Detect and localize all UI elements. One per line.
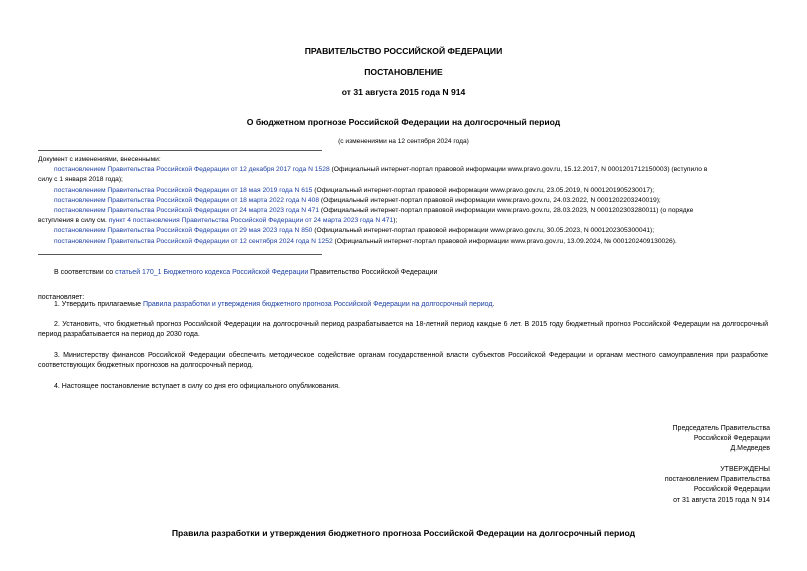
change-item (38, 165, 768, 175)
paragraph-2: 2. Установить, что бюджетный прогноз Российской Федерации на долгосрочный период разрабатывается на 18-летний период каждые 6 лет. В 2015 году бюджетный прогноз Российской Федерации на долгосрочный период разрабатывается на период до 2030 года. (38, 321, 768, 338)
change-text: (Официальный интернет-портал правовой информации www.pravo.gov.ru, 15.12.2017, N 0001201712150003) (вступило в (329, 166, 708, 174)
change-link-408[interactable]: постановлением Правительства Российской Федерации от 18 марта 2022 года N 408 (54, 196, 320, 204)
signature-block (673, 424, 770, 455)
date-number-heading: от 31 августа 2015 года N 914 (341, 87, 466, 97)
change-item (38, 186, 768, 196)
paragraph-4: 4. Настоящее постановление вступает в силу со дня его официального опубликования. (54, 383, 340, 390)
change-item (38, 226, 768, 236)
basis-text: Правительство Российской Федерации (308, 269, 438, 276)
change-item-continuation (38, 216, 768, 226)
change-link-850[interactable]: постановлением Правительства Российской Федерации от 29 мая 2023 года N 850 (54, 227, 313, 235)
rules-link[interactable]: Правила разработки и утверждения бюджетного прогноза Российской Федерации на долгосрочный период (142, 301, 493, 308)
rules-title: Правила разработки и утверждения бюджетного прогноза Российской Федерации на долгосрочный период (171, 528, 636, 538)
changes-bottom-rule (38, 254, 322, 255)
change-item (38, 196, 768, 206)
p1-text: . (492, 301, 495, 308)
change-text: (Официальный интернет-портал правовой информации www.pravo.gov.ru, 24.03.2022, N 0001202203240019); (319, 196, 661, 204)
paragraph-1 (38, 300, 768, 310)
approved-block (665, 465, 770, 506)
amended-note: (с изменениями на 12 сентября 2024 года) (338, 138, 469, 145)
change-text: (Официальный интернет-портал правовой информации www.pravo.gov.ru, 23.05.2019, N 0001201905230017); (312, 186, 655, 194)
government-heading: ПРАВИТЕЛЬСТВО РОССИЙСКОЙ ФЕДЕРАЦИИ (304, 46, 503, 56)
basis-paragraph (38, 268, 784, 278)
basis-text: В соответствии со (54, 269, 116, 276)
change-item-continuation: силу с 1 января 2018 года); (38, 176, 123, 184)
budget-code-link[interactable]: статьей 170_1 Бюджетного кодекса Российской Федерации (115, 269, 309, 276)
paragraph-3: 3. Министерству финансов Российской Федерации обеспечить методическое содействие органам государственной власти субъектов Российской Федерации и органам местного самоуправления при разработке соответствующих бюджетных прогнозов на долгосрочный период. (38, 352, 768, 369)
change-text: (Официальный интернет-портал правовой информации www.pravo.gov.ru, 30.05.2023, N 0001202305300041); (312, 227, 655, 235)
change-link-615[interactable]: постановлением Правительства Российской Федерации от 18 мая 2019 года N 615 (54, 186, 313, 194)
doc-type-heading: ПОСТАНОВЛЕНИЕ (364, 67, 443, 77)
change-link-471[interactable]: постановлением Правительства Российской Федерации от 24 марта 2023 года N 471 (54, 207, 320, 215)
changes-intro: Документ с изменениями, внесенными: (38, 156, 161, 163)
change-link-471-point4[interactable]: пункт 4 постановления Правительства Российской Федерации от 24 марта 2023 года N 471 (108, 217, 394, 225)
change-text: (Официальный интернет-портал правовой информации www.pravo.gov.ru, 13.09.2024, № 0001202409130026). (332, 237, 677, 245)
change-text: вступления в силу см. (38, 217, 109, 225)
change-link-1252[interactable]: постановлением Правительства Российской Федерации от 12 сентября 2024 года N 1252 (54, 237, 333, 245)
change-item (38, 206, 768, 216)
document-title: О бюджетном прогнозе Российской Федерации на долгосрочный период (246, 117, 561, 127)
decree-word: постановляет: (38, 294, 85, 301)
p1-text: 1. Утвердить прилагаемые (54, 301, 143, 308)
change-item (38, 237, 768, 247)
approved-heading: УТВЕРЖДЕНЫ (720, 466, 770, 473)
signature-title: Председатель Правительства (672, 425, 770, 432)
change-text: (Официальный интернет-портал правовой информации www.pravo.gov.ru, 28.03.2023, N 0001202303280011) (о порядке (319, 207, 694, 215)
change-link-1528[interactable]: постановлением Правительства Российской Федерации от 12 декабря 2017 года N 1528 (54, 166, 330, 174)
change-text: ); (393, 217, 398, 225)
changes-top-rule (38, 150, 322, 151)
signature-org: Российской Федерации (693, 435, 770, 443)
approved-date: от 31 августа 2015 года N 914 (673, 496, 770, 504)
approved-line: Российской Федерации (693, 486, 770, 494)
approved-line: постановлением Правительства (664, 476, 770, 484)
changes-block (38, 155, 768, 247)
signature-name: Д.Медведев (730, 445, 770, 453)
